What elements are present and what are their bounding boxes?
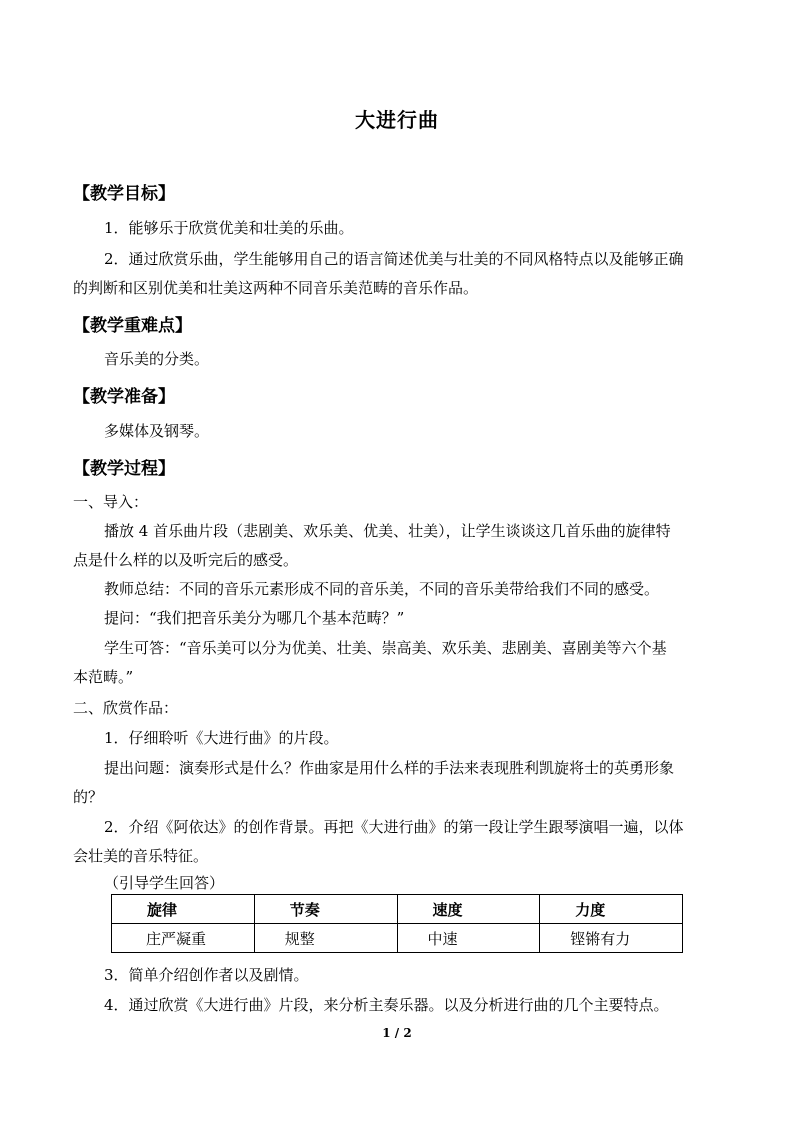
- teacher-summary: 教师总结：不同的音乐元素形成不同的音乐美，不同的音乐美带给我们不同的感受。: [104, 580, 660, 598]
- step-2-line-1: 2．介绍《阿依达》的创作背景。再把《大进行曲》的第一段让学生跟琴演唱一遍，以体: [104, 818, 684, 836]
- table-cell: 铿锵有力: [540, 924, 683, 953]
- table-header-cell: 力度: [540, 895, 683, 924]
- play-line-2: 点是什么样的以及听完后的感受。: [73, 551, 299, 569]
- step-1: 1．仔细聆听《大进行曲》的片段。: [104, 729, 339, 747]
- key-points-text: 音乐美的分类。: [104, 350, 210, 368]
- objective-item-2-line-1: 2．通过欣赏乐曲，学生能够用自己的语言简述优美与壮美的不同风格特点以及能够正确: [104, 250, 684, 268]
- page-number: 1 / 2: [382, 1026, 412, 1040]
- part1-heading: 一、导入：: [73, 493, 149, 511]
- table-header-row: [112, 895, 683, 924]
- answer-line-1: 学生可答：“音乐美可以分为优美、壮美、崇高美、欢乐美、悲剧美、喜剧美等六个基: [104, 639, 667, 657]
- document-title: 大进行曲: [355, 108, 439, 132]
- preparation-text: 多媒体及钢琴。: [104, 422, 210, 440]
- step-4: 4．通过欣赏《大进行曲》片段，来分析主奏乐器。以及分析进行曲的几个主要特点。: [104, 996, 669, 1014]
- ask-line-2: 的？: [73, 788, 104, 806]
- section-process-heading: 【教学过程】: [73, 459, 175, 479]
- objective-item-1: 1．能够乐于欣赏优美和壮美的乐曲。: [104, 219, 354, 237]
- part2-heading: 二、欣赏作品：: [73, 699, 179, 717]
- table-cell: 规整: [254, 924, 397, 953]
- ask-line-1: 提出问题：演奏形式是什么？作曲家是用什么样的手法来表现胜利凯旋将士的英勇形象: [104, 759, 675, 777]
- objective-item-2-line-2: 的判断和区别优美和壮美这两种不同音乐美范畴的音乐作品。: [73, 279, 479, 297]
- table-header-cell: 旋律: [112, 895, 255, 924]
- question: 提问：“我们把音乐美分为哪几个基本范畴？”: [104, 609, 405, 627]
- table-header-cell: 节奏: [254, 895, 397, 924]
- guide-note: （引导学生回答）: [104, 874, 225, 892]
- table-cell: 中速: [397, 924, 540, 953]
- table-cell: 庄严凝重: [112, 924, 255, 953]
- characteristics-table: [111, 894, 683, 953]
- table-header-cell: 速度: [397, 895, 540, 924]
- play-line-1: 播放 4 首乐曲片段（悲剧美、欢乐美、优美、壮美），让学生谈谈这几首乐曲的旋律特: [104, 522, 671, 540]
- step-3: 3．简单介绍创作者以及剧情。: [104, 966, 309, 984]
- section-preparation-heading: 【教学准备】: [73, 387, 175, 407]
- section-key-points-heading: 【教学重难点】: [73, 316, 192, 336]
- section-objectives-heading: 【教学目标】: [73, 184, 175, 204]
- table-row: [112, 924, 683, 953]
- answer-line-2: 本范畴。”: [73, 668, 134, 686]
- step-2-line-2: 会壮美的音乐特征。: [73, 847, 209, 865]
